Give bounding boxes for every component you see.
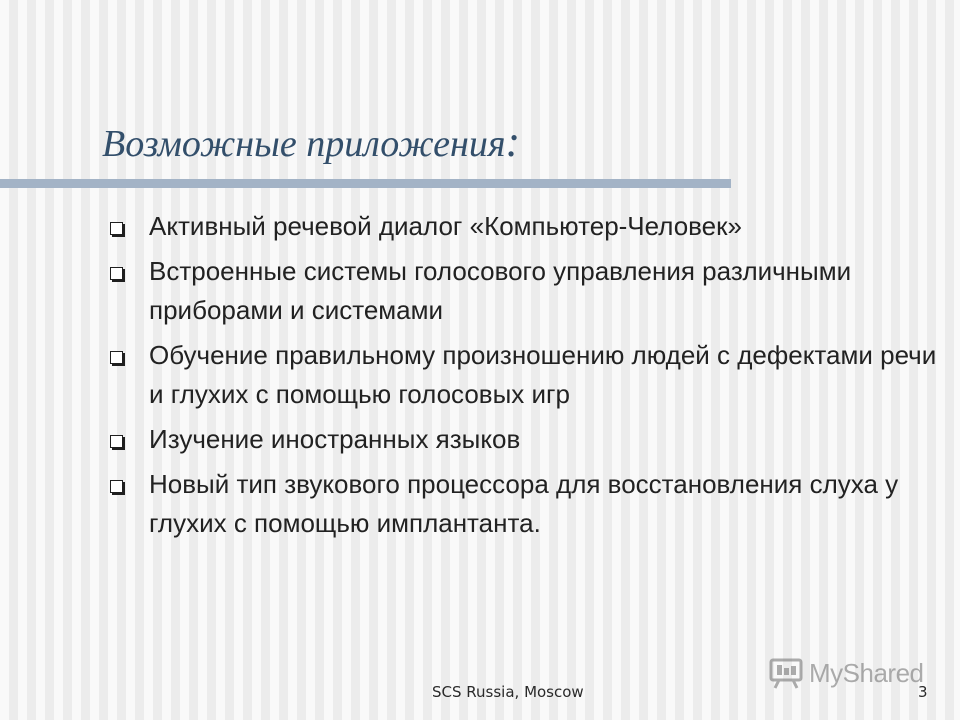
slide-title-text: Возможные приложения [102,123,506,165]
square-bullet-icon [110,351,123,364]
bullet-text: Активный речевой диалог «Компьютер-Человек» [149,211,742,241]
square-bullet-icon [110,267,123,280]
bullet-text: Встроенные системы голосового управления различными приборами и системами [149,256,859,325]
slide-title-colon: : [505,117,521,166]
bullet-item [104,336,950,414]
bullet-item [104,465,950,543]
title-underline [0,179,731,188]
bullet-text: Изучение иностранных языков [149,424,521,454]
square-bullet-icon [110,222,123,235]
bullet-list [104,207,950,549]
footer-text: SCS Russia, Moscow [432,683,584,701]
square-bullet-icon [110,480,123,493]
bullet-text: Обучение правильному произношению людей с дефектами речи и глухих с помощью голосовых игр [149,340,944,409]
square-bullet-icon [110,435,123,448]
bullet-item [104,207,950,246]
watermark [769,655,924,691]
slide-title [102,116,520,167]
bullet-item [104,252,950,330]
bullet-text: Новый тип звукового процессора для восстановления слуха у глухих с помощью имплантанта. [149,469,906,538]
bullet-item [104,420,950,459]
presentation-board-icon [769,657,803,689]
page-number: 3 [918,683,928,701]
watermark-text: MyShared [809,657,924,688]
